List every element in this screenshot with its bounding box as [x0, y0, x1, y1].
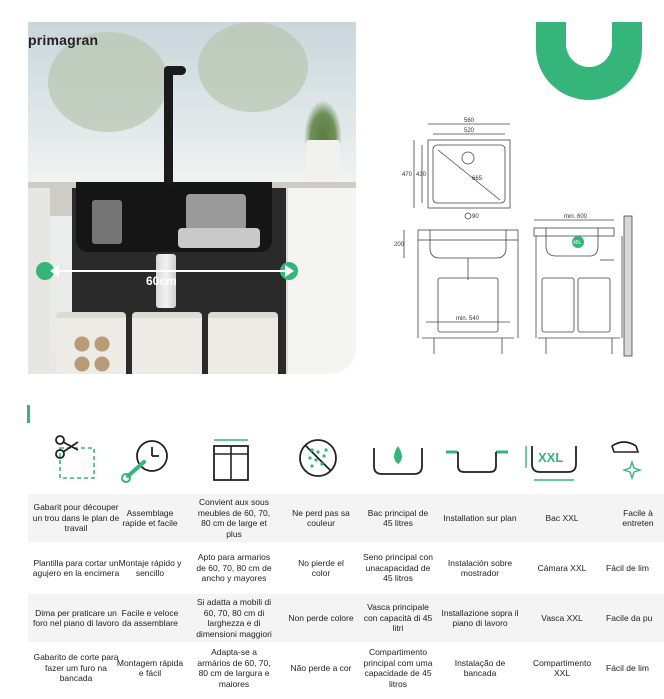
- plant-pot: [306, 140, 340, 182]
- table-cell: Fácil de lim: [606, 662, 649, 673]
- table-cell: Facile da pu: [606, 612, 653, 623]
- plates: [178, 228, 260, 248]
- dim-470: 470: [402, 172, 413, 178]
- recycling-bin: [132, 312, 202, 374]
- xxl-basin-icon: [518, 430, 588, 490]
- table-cell: Convient aux sous meubles de 60, 70, 80 cm de large et plus: [197, 497, 271, 539]
- recycling-bin: [208, 312, 278, 374]
- scissors-cutout-icon: [40, 430, 110, 490]
- table-cell: Ne perd pas sa couleur: [292, 507, 350, 528]
- table-cell: Plantilla para cortar un agujero en la encimera: [32, 557, 120, 578]
- table-cell: Facile à entreten: [622, 507, 654, 528]
- faucet-spout: [164, 66, 186, 75]
- dim-665: 665: [472, 176, 483, 182]
- dishwasher-panel: [28, 188, 50, 374]
- table-row: [28, 644, 664, 692]
- table-cell: Bac XXL: [545, 512, 579, 523]
- table-cell: Adapta-se a armários de 60, 70, 80 cm de largura e maiores: [197, 647, 271, 689]
- table-cell: Fácil de lim: [606, 562, 649, 573]
- undermount-sink-icon: [442, 430, 512, 490]
- utensil-holder: [92, 200, 122, 244]
- table-cell: Montagem rápida e fácil: [116, 657, 184, 678]
- clock-wrench-icon: [112, 430, 182, 490]
- table-cell: Montaje rápido y sencillo: [118, 557, 182, 578]
- table-cell: Installazione sopra il piano di lavoro: [441, 607, 519, 628]
- table-cell: Facile e veloce da assemblare: [121, 607, 179, 628]
- white-cabinet: [286, 188, 356, 374]
- table-cell: No pierde el color: [298, 557, 344, 578]
- recycling-bin: [56, 312, 126, 374]
- feature-icon-row: [28, 430, 664, 490]
- table-row: [28, 494, 664, 542]
- table-cell: Gabarit pour découper un trou dans le plan de travail: [32, 502, 120, 534]
- section-marker: [27, 405, 30, 423]
- cabinet-width-icon: [196, 430, 266, 490]
- cooking-pot: [186, 194, 246, 230]
- dim-560: 560: [464, 118, 475, 124]
- table-cell: Assemblage rapide et facile: [122, 507, 178, 528]
- table-cell: Vasca principale con capacità di 45 litri: [363, 602, 433, 634]
- table-row: [28, 594, 664, 642]
- faucet: [164, 66, 173, 186]
- dim-520: 520: [464, 128, 475, 134]
- table-cell: Seno principal con unacapacidad de 45 litros: [363, 552, 433, 584]
- product-photo: [28, 22, 356, 374]
- dim-min-600: min. 600: [564, 214, 588, 220]
- table-cell: Gabarito de corte para fazer um furo na bancada: [33, 652, 119, 684]
- table-cell: Si adatta a mobili di 60, 70, 80 cm di larghezza e di dimensioni maggiori: [196, 597, 272, 639]
- dim-200: 200: [394, 242, 405, 248]
- measure-label: 60cm: [146, 274, 177, 288]
- technical-drawing: [386, 110, 638, 366]
- dim-90: 90: [472, 214, 479, 220]
- table-cell: Installation sur plan: [443, 512, 517, 523]
- background-foliage: [198, 22, 308, 112]
- table-cell: Vasca XXL: [541, 612, 583, 623]
- feature-table: [28, 494, 664, 692]
- table-cell: Bac principal de 45 litres: [367, 507, 429, 528]
- brand-u-logo: [536, 22, 642, 100]
- brand-logo: primagran: [28, 32, 99, 48]
- table-cell: Cámara XXL: [537, 562, 587, 573]
- dim-430: 430: [416, 172, 427, 178]
- water-drop-basin-icon: [364, 430, 434, 490]
- table-cell: Compartimento XXL: [532, 657, 592, 678]
- table-cell: Instalación sobre mostrador: [447, 557, 513, 578]
- easy-clean-icon: [604, 430, 664, 490]
- no-fade-icon: [284, 430, 354, 490]
- bin-holes: [70, 332, 114, 374]
- table-cell: Apto para armarios de 60, 70, 80 cm de ancho y mayores: [196, 552, 272, 584]
- width-measure-arrow: [52, 270, 292, 272]
- table-cell: Instalação de bancada: [454, 657, 506, 678]
- xxl-label: XXL: [538, 450, 564, 465]
- table-row: [28, 544, 664, 592]
- table-cell: Compartimento principal com uma capacidade de 45 litros: [363, 647, 433, 689]
- dim-min-540: min. 540: [456, 316, 480, 322]
- table-cell: Não perde a cor: [290, 662, 352, 673]
- table-cell: Non perde colore: [288, 612, 354, 623]
- dim-45l: 45L: [573, 240, 582, 246]
- table-cell: Dima per praticare un foro nel piano di lavoro: [32, 607, 119, 628]
